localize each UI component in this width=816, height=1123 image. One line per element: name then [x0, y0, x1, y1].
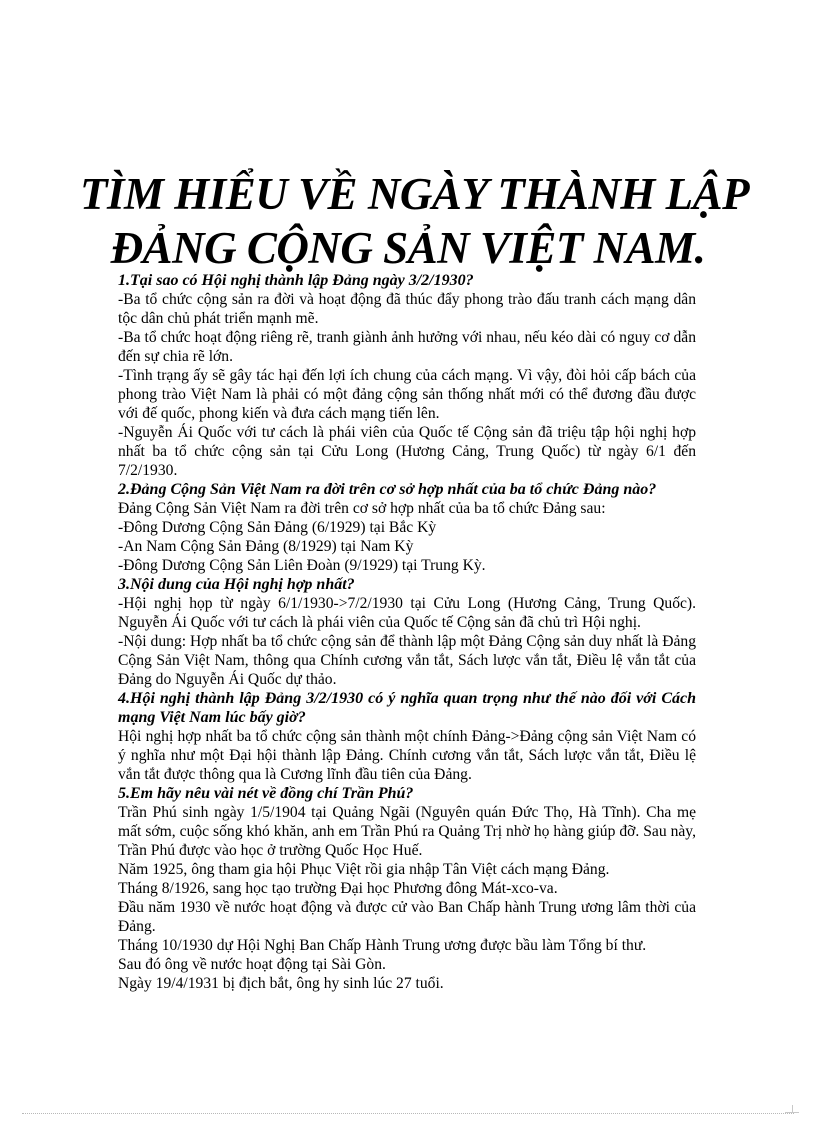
- section-2-paragraph: -Đông Dương Cộng Sản Đảng (6/1929) tại Bắc Kỳ: [118, 519, 437, 536]
- section-3: [118, 575, 696, 689]
- document-body: [118, 271, 696, 993]
- section-1-paragraph: -Ba tổ chức hoạt động riêng rẽ, tranh giành ảnh hưởng với nhau, nếu kéo dài có nguy cơ dẫn đến sự chia rẽ lớn.: [118, 329, 696, 365]
- section-5-paragraph: Đầu năm 1930 về nước hoạt động và được cử vào Ban Chấp hành Trung ương lâm thời của Đảng.: [118, 899, 696, 935]
- section-2: [118, 480, 696, 575]
- section-4: [118, 689, 696, 784]
- section-4-paragraph: Hội nghị hợp nhất ba tổ chức cộng sản thành một chính Đảng->Đảng cộng sản Việt Nam có ý nghĩa như một Đại hội thành lập Đảng. Chính cương vắn tắt, Sách lược vắn tắt, Điều lệ vắn tắt được thông qua là Cương lĩnh đầu tiên của Đảng.: [118, 728, 696, 783]
- question-2: 2.Đảng Cộng Sản Việt Nam ra đời trên cơ sở hợp nhất của ba tổ chức Đảng nào?: [118, 481, 657, 498]
- section-5-paragraph: Tháng 8/1926, sang học tạo trường Đại học Phương đông Mát-xco-va.: [118, 880, 558, 897]
- section-5-paragraph: Tháng 10/1930 dự Hội Nghị Ban Chấp Hành Trung ương được bầu làm Tổng bí thư.: [118, 937, 647, 954]
- title-line-2: ĐẢNG CỘNG SẢN VIỆT NAM.: [110, 223, 706, 273]
- question-5: 5.Em hãy nêu vài nét về đồng chí Trần Phú?: [118, 785, 414, 802]
- section-3-paragraph: -Hội nghị họp từ ngày 6/1/1930->7/2/1930 tại Cửu Long (Hương Cảng, Trung Quốc). Nguyễn Ái Quốc với tư cách là phái viên của Quốc tế Cộng sản đã chủ trì Hội nghị.: [118, 595, 696, 631]
- question-4: 4.Hội nghị thành lập Đảng 3/2/1930 có ý nghĩa quan trọng như thế nào đối với Cách mạng Việt Nam lúc bấy giờ?: [118, 690, 696, 726]
- section-2-paragraph: Đảng Cộng Sản Việt Nam ra đời trên cơ sở hợp nhất của ba tổ chức Đảng sau:: [118, 500, 606, 517]
- section-1: [118, 271, 696, 480]
- section-1-paragraph: -Nguyễn Ái Quốc với tư cách là phái viên của Quốc tế Cộng sản đã triệu tập hội nghị hợp nhất ba tổ chức cộng sản tại Cửu Long (Hương Cảng, Trung Quốc) từ ngày 6/1 đến 7/2/1930.: [118, 424, 696, 479]
- section-3-paragraph: -Nội dung: Hợp nhất ba tổ chức cộng sản để thành lập một Đảng Cộng sản duy nhất là Đảng Cộng Sản Việt Nam, thông qua Chính cương vắn tắt, Sách lược vắn tắt, Điều lệ vắn tắt của Đảng do Nguyễn Ái Quốc dự thảo.: [118, 633, 696, 688]
- document-title: [80, 167, 750, 275]
- section-5-paragraph: Năm 1925, ông tham gia hội Phục Việt rồi gia nhập Tân Việt cách mạng Đảng.: [118, 861, 610, 878]
- page-footer-divider: [22, 1113, 794, 1114]
- section-1-paragraph: -Tình trạng ấy sẽ gây tác hại đến lợi ích chung của cách mạng. Vì vậy, đòi hỏi cấp bách của phong trào Việt Nam là phải có một đảng cộng sản thống nhất mới có thể đương đầu được với đế quốc, phong kiến và đưa cách mạng tiến lên.: [118, 367, 696, 422]
- question-3: 3.Nội dung của Hội nghị hợp nhất?: [118, 576, 355, 593]
- section-1-paragraph: -Ba tổ chức cộng sản ra đời và hoạt động đã thúc đẩy phong trào đấu tranh cách mạng dân tộc dân chủ phát triển mạnh mẽ.: [118, 291, 696, 327]
- section-5-paragraph: Trần Phú sinh ngày 1/5/1904 tại Quảng Ngãi (Nguyên quán Đức Thọ, Hà Tĩnh). Cha mẹ mất sớm, cuộc sống khó khăn, anh em Trần Phú ra Quảng Trị nhờ họ hàng giúp đỡ. Sau này, Trần Phú được vào học ở trường Quốc Học Huế.: [118, 804, 696, 859]
- section-5-paragraph: Sau đó ông về nước hoạt động tại Sài Gòn.: [118, 956, 386, 973]
- section-2-paragraph: -Đông Dương Cộng Sản Liên Đoàn (9/1929) tại Trung Kỳ.: [118, 557, 486, 574]
- section-5: [118, 784, 696, 993]
- section-5-paragraph: Ngày 19/4/1931 bị địch bắt, ông hy sinh lúc 27 tuổi.: [118, 975, 444, 992]
- question-1: 1.Tại sao có Hội nghị thành lập Đảng ngày 3/2/1930?: [118, 272, 474, 289]
- section-2-paragraph: -An Nam Cộng Sản Đảng (8/1929) tại Nam Kỳ: [118, 538, 414, 555]
- title-line-1: TÌM HIỂU VỀ NGÀY THÀNH LẬP: [80, 169, 750, 219]
- corner-marker-icon: [785, 1104, 799, 1114]
